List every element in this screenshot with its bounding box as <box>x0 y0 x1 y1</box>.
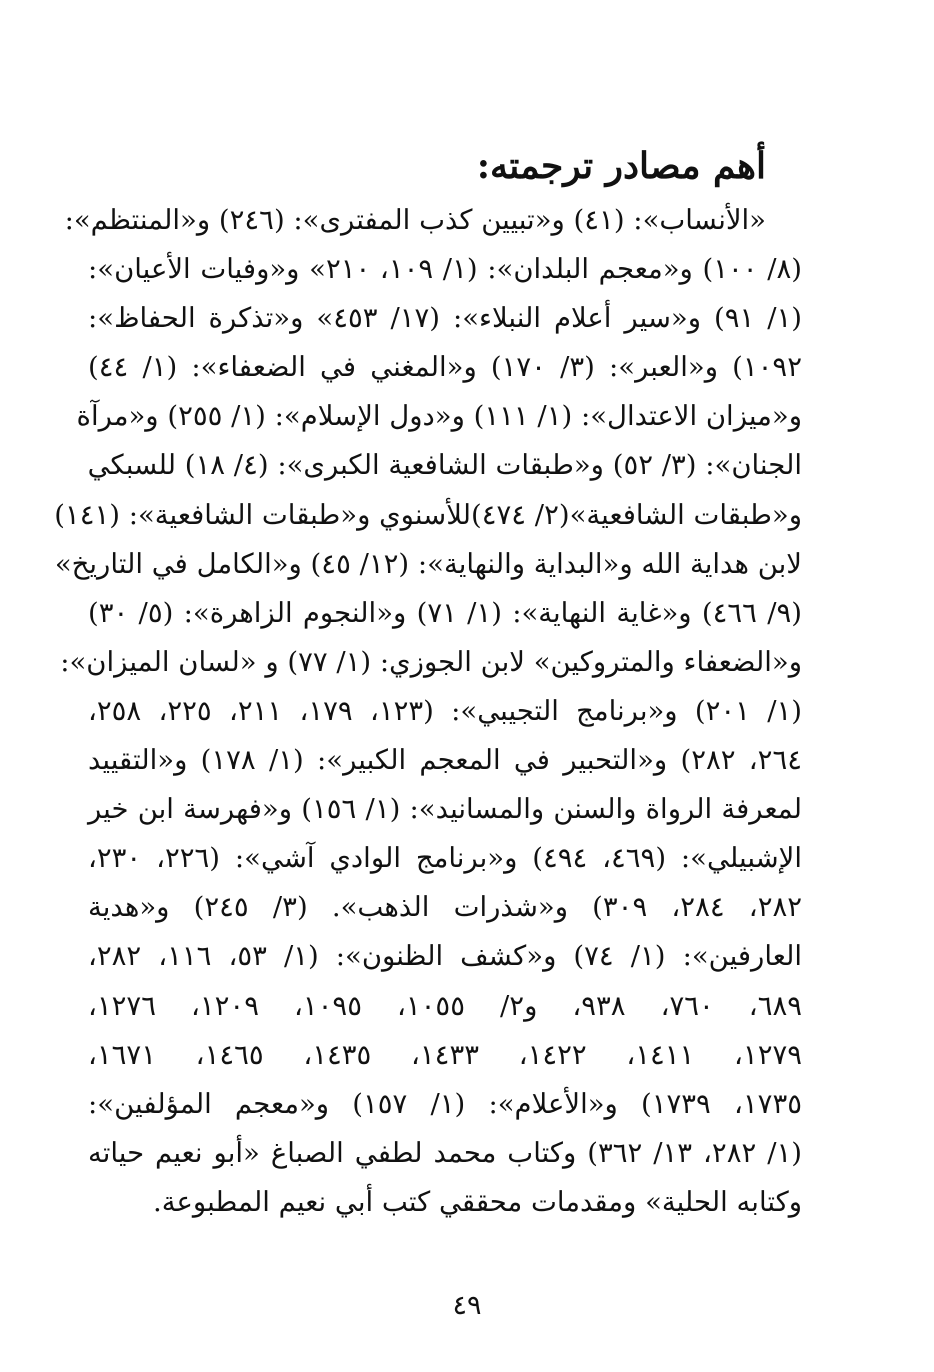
text-line-2: (٨/ ١٠٠) و«معجم البلدان»: (١/ ١٠٩، ٢١٠» و«وفيات الأعيان»: <box>88 253 802 286</box>
text-line-10: و«الضعفاء والمتروكين» لابن الجوزي: (١/ ٧٧) و «لسان الميزان»: <box>60 645 802 678</box>
text-line-4: ١٠٩٢) و«العبر»: (٣/ ١٧٠) و«المغني في الضعفاء»: (١/ ٤٤) <box>88 351 802 384</box>
text-line-18: ١٢٧٩، ١٤١١، ١٤٢٢، ١٤٣٣، ١٤٣٥، ١٤٦٥، ١٦٧١، <box>88 1038 803 1071</box>
text-line-19: ١٧٣٥، ١٧٣٩) و«الأعلام»: (١/ ١٥٧) و«معجم المؤلفين»: <box>88 1087 802 1120</box>
text-line-9: (٩/ ٤٦٦) و«غاية النهاية»: (١/ ٧١) و«النجوم الزاهرة»: (٥/ ٣٠) <box>88 596 802 629</box>
text-line-13: لمعرفة الرواة والسنن والمسانيد»: (١/ ١٥٦) و«فهرسة ابن خير <box>88 793 802 826</box>
text-line-8: لابن هداية الله و«البداية والنهاية»: (١٢/ ٤٥) و«الكامل في التاريخ» <box>54 547 802 580</box>
text-line-16: العارفين»: (١/ ٧٤) و«كشف الظنون»: (١/ ٥٣، ١١٦، ٢٨٢، <box>88 940 802 973</box>
text-line-21: وكتابه الحلية» ومقدمات محققي كتب أبي نعيم المطبوعة. <box>153 1185 802 1218</box>
text-line-3: (١/ ٩١) و«سير أعلام النبلاء»: (١٧/ ٤٥٣» و«تذكرة الحفاظ»: <box>88 302 803 335</box>
sources-paragraph <box>54 196 803 1227</box>
text-line-6: الجنان»: (٣/ ٥٢) و«طبقات الشافعية الكبرى»: (٤/ ١٨) للسبكي <box>87 449 802 482</box>
text-line-12: ٢٦٤، ٢٨٢) و«التحبير في المعجم الكبير»: (١/ ١٧٨) و«التقييد <box>88 744 802 777</box>
text-line-17: ٦٨٩، ٧٦٠، ٩٣٨، و٢/ ١٠٥٥، ١٠٩٥، ١٢٠٩، ١٢٧٦، <box>88 989 802 1022</box>
text-line-5: و«ميزان الاعتدال»: (١/ ١١١) و«دول الإسلام»: (١/ ٢٥٥) و«مرآة <box>76 400 802 433</box>
text-line-20: (١/ ٢٨٢، ١٣/ ٣٦٢) وكتاب محمد لطفي الصباغ «أبو نعيم حياته <box>88 1136 802 1169</box>
text-line-11: (١/ ٢٠١) و«برنامج التجيبي»: (١٢٣، ١٧٩، ٢١١، ٢٢٥، ٢٥٨، <box>88 694 802 727</box>
page-number: ٤٩ <box>452 1290 482 1321</box>
text-line-7: و«طبقات الشافعية»(٢/ ٤٧٤)للأسنوي و«طبقات الشافعية»: (١٤١) <box>54 498 802 531</box>
text-line-14: الإشبيلي»: (٤٦٩، ٤٩٤) و«برنامج الوادي آشي»: (٢٢٦، ٢٣٠، <box>88 842 802 875</box>
section-heading: أهم مصادر ترجمته: <box>476 145 766 187</box>
text-line-1: «الأنساب»: (٤١) و«تبيين كذب المفترى»: (٢٤٦) و«المنتظم»: <box>64 204 766 236</box>
text-line-15: ٢٨٢، ٢٨٤، ٣٠٩) و«شذرات الذهب». (٣/ ٢٤٥) و«هدية <box>88 891 802 924</box>
